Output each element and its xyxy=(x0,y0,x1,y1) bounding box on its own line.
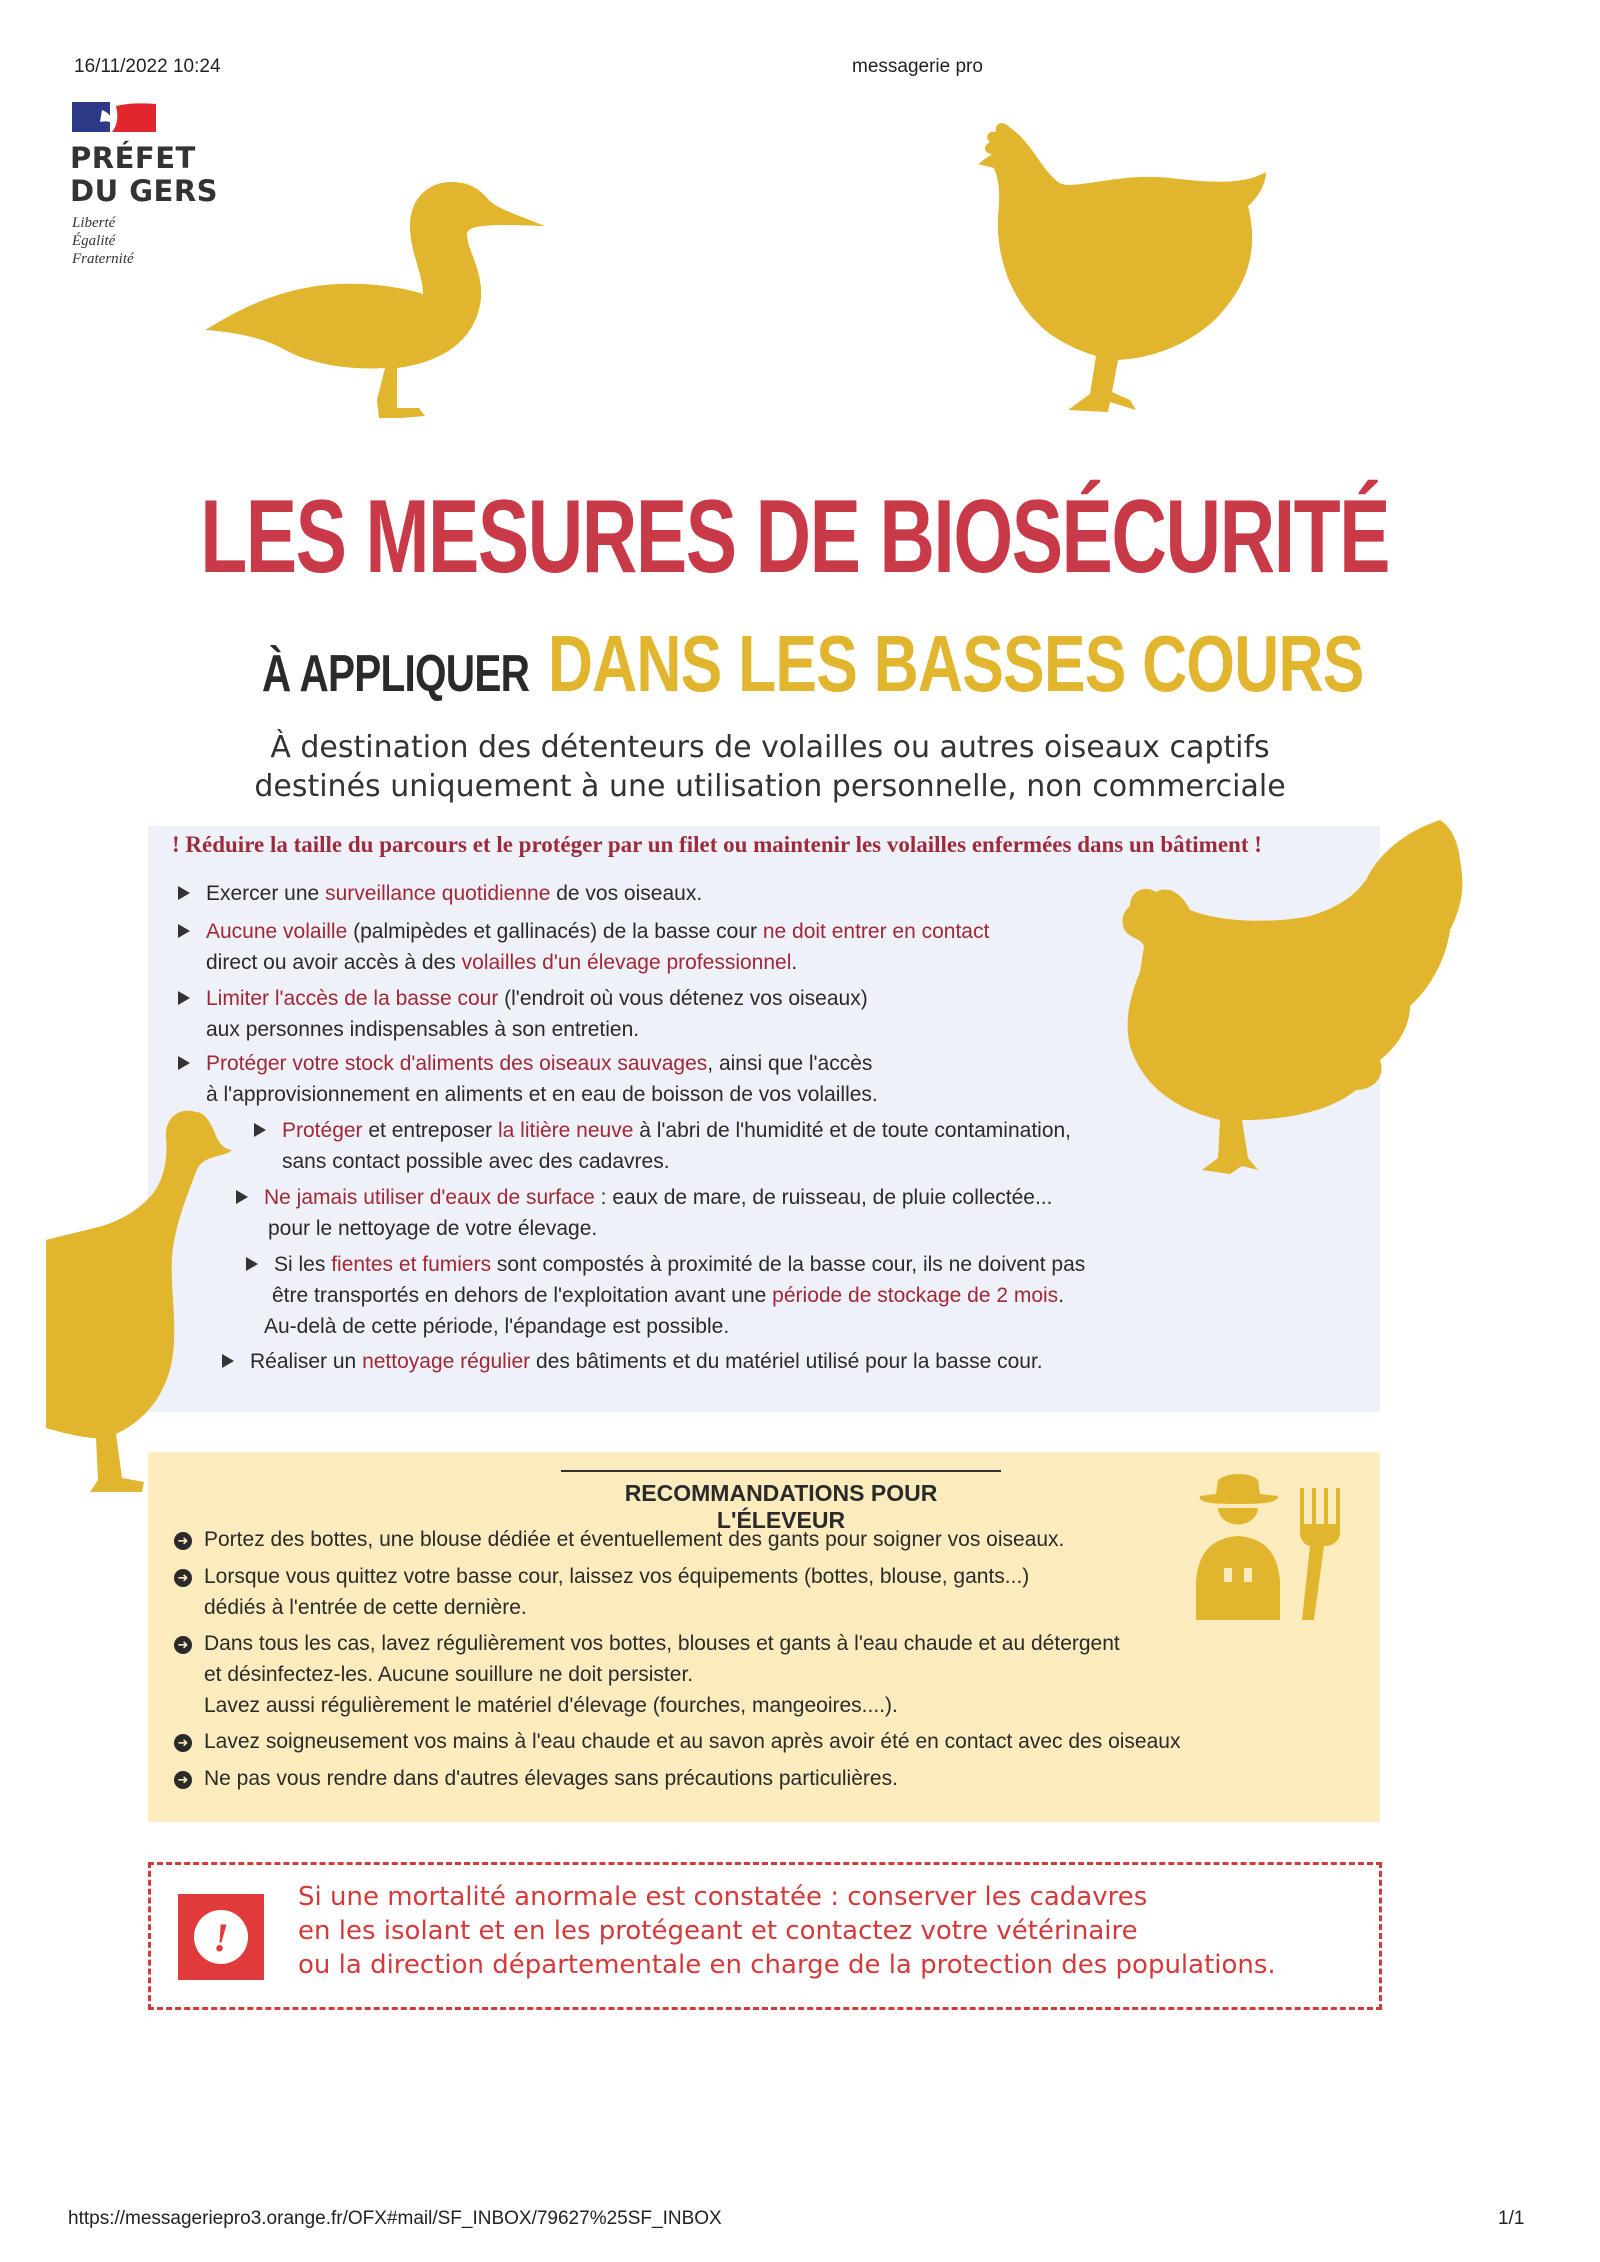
exclamation-icon xyxy=(178,1894,264,1980)
motto xyxy=(72,214,134,268)
recommendation-item: ➜ Ne pas vous rendre dans d'autres élevages sans précautions particulières. xyxy=(174,1763,898,1794)
motto-fraternite: Fraternité xyxy=(72,251,134,267)
measure-item: Limiter l'accès de la basse cour (l'endroit où vous détenez vos oiseaux) xyxy=(178,983,868,1014)
alert-line3: ou la direction départementale en charge de la protection des populations. xyxy=(298,1950,1276,1980)
bullet-arrow-icon: ➜ xyxy=(174,1532,192,1550)
duck-silhouette-icon xyxy=(205,170,565,420)
recommendation-item-continuation: Lavez aussi régulièrement le matériel d'élevage (fourches, mangeoires....). xyxy=(204,1694,898,1717)
measure-item-continuation: à l'approvisionnement en aliments et en eau de boisson de vos volailles. xyxy=(206,1083,878,1106)
bullet-arrow-icon: ➜ xyxy=(174,1771,192,1789)
title-prefix: À APPLIQUER xyxy=(262,645,530,703)
measure-item: Protéger votre stock d'aliments des oiseaux sauvages, ainsi que l'accès xyxy=(178,1048,872,1079)
measure-item: Aucune volaille (palmipèdes et gallinacés) de la basse cour ne doit entrer en contact xyxy=(178,916,989,947)
measure-item-continuation: aux personnes indispensables à son entretien. xyxy=(206,1018,640,1041)
measure-item: Protéger et entreposer la litière neuve à l'abri de l'humidité et de toute contamination, xyxy=(254,1115,1071,1146)
turkey-silhouette-icon xyxy=(1110,820,1480,1190)
prefet-line2: DU GERS xyxy=(70,174,219,208)
print-footer-url: https://messageriepro3.orange.fr/OFX#mail/SF_INBOX/79627%25SF_INBOX xyxy=(68,2208,722,2229)
bullet-triangle-icon xyxy=(254,1123,266,1137)
measure-item: Réaliser un nettoyage régulier des bâtiments et du matériel utilisé pour la basse cour. xyxy=(222,1346,1043,1377)
measure-item-continuation: sans contact possible avec des cadavres. xyxy=(282,1150,670,1173)
recommendation-item-continuation: et désinfectez-les. Aucune souillure ne doit persister. xyxy=(204,1663,694,1686)
recommendations-rule xyxy=(561,1470,1001,1472)
marianne-flag-logo xyxy=(72,102,156,132)
bullet-triangle-icon xyxy=(246,1257,258,1271)
alert-line2: en les isolant et en les protégeant et contactez votre vétérinaire xyxy=(298,1916,1138,1946)
measure-item: Si les fientes et fumiers sont compostés à proximité de la basse cour, ils ne doivent pas xyxy=(246,1249,1085,1280)
target-audience xyxy=(0,728,1540,806)
warning-banner: ! Réduire la taille du parcours et le protéger par un filet ou maintenir les volailles enfermées dans un bâtiment ! xyxy=(172,832,1262,857)
bullet-triangle-icon xyxy=(178,991,190,1005)
print-footer-page: 1/1 xyxy=(1498,2208,1525,2229)
bullet-arrow-icon: ➜ xyxy=(174,1734,192,1752)
guinea-fowl-silhouette-icon xyxy=(46,1108,236,1502)
print-title: messagerie pro xyxy=(852,56,983,77)
print-datetime: 16/11/2022 10:24 xyxy=(74,56,221,77)
alert-line1: Si une mortalité anormale est constatée : conserver les cadavres xyxy=(298,1882,1148,1912)
prefet-logo-text xyxy=(70,142,218,208)
bullet-arrow-icon: ➜ xyxy=(174,1569,192,1587)
bullet-arrow-icon: ➜ xyxy=(174,1636,192,1654)
farmer-icon xyxy=(1188,1472,1360,1620)
bullet-triangle-icon xyxy=(178,1056,190,1070)
measure-item: Ne jamais utiliser d'eaux de surface : eaux de mare, de ruisseau, de pluie collectée... xyxy=(236,1182,1052,1213)
measure-item-continuation: Au-delà de cette période, l'épandage est possible. xyxy=(264,1315,730,1338)
measure-item-continuation: pour le nettoyage de votre élevage. xyxy=(268,1217,598,1240)
main-title: LES MESURES DE BIOSÉCURITÉ xyxy=(200,479,1389,595)
target-audience-line2: destinés uniquement à une utilisation personnelle, non commerciale xyxy=(254,769,1286,804)
measure-item-continuation: être transportés en dehors de l'exploitation avant une période de stockage de 2 mois. xyxy=(272,1284,1065,1307)
recommendation-item-continuation: dédiés à l'entrée de cette dernière. xyxy=(204,1596,527,1619)
target-audience-line1: À destination des détenteurs de volailles ou autres oiseaux captifs xyxy=(270,730,1270,765)
recommendation-item: ➜ Dans tous les cas, lavez régulièrement vos bottes, blouses et gants à l'eau chaude et au détergent xyxy=(174,1628,1120,1659)
bullet-triangle-icon xyxy=(222,1354,234,1368)
recommendations-title: RECOMMANDATIONS POUR L'ÉLEVEUR xyxy=(624,1480,938,1533)
prefet-line1: PRÉFET xyxy=(70,141,196,175)
mortality-alert-text xyxy=(298,1880,1276,1982)
recommendation-item: ➜ Lavez soigneusement vos mains à l'eau chaude et au savon après avoir été en contact avec des oiseaux xyxy=(174,1726,1180,1757)
motto-liberte: Liberté xyxy=(72,215,116,231)
subtitle-row xyxy=(262,618,1364,710)
recommendation-item: ➜ Lorsque vous quittez votre basse cour, laissez vos équipements (bottes, blouse, gants...) xyxy=(174,1561,1029,1592)
motto-egalite: Égalité xyxy=(72,233,116,249)
hen-silhouette-icon xyxy=(960,112,1290,442)
measure-item: Exercer une surveillance quotidienne de vos oiseaux. xyxy=(178,878,702,909)
bullet-triangle-icon xyxy=(178,924,190,938)
measure-item-continuation: direct ou avoir accès à des volailles d'un élevage professionnel. xyxy=(206,951,798,974)
title-highlight: DANS LES BASSES COURS xyxy=(547,619,1364,708)
bullet-triangle-icon xyxy=(178,886,190,900)
recommendation-item: ➜ Portez des bottes, une blouse dédiée et éventuellement des gants pour soigner vos oiseaux. xyxy=(174,1524,1064,1555)
svg-text:!: ! xyxy=(213,1915,229,1960)
bullet-triangle-icon xyxy=(236,1190,248,1204)
